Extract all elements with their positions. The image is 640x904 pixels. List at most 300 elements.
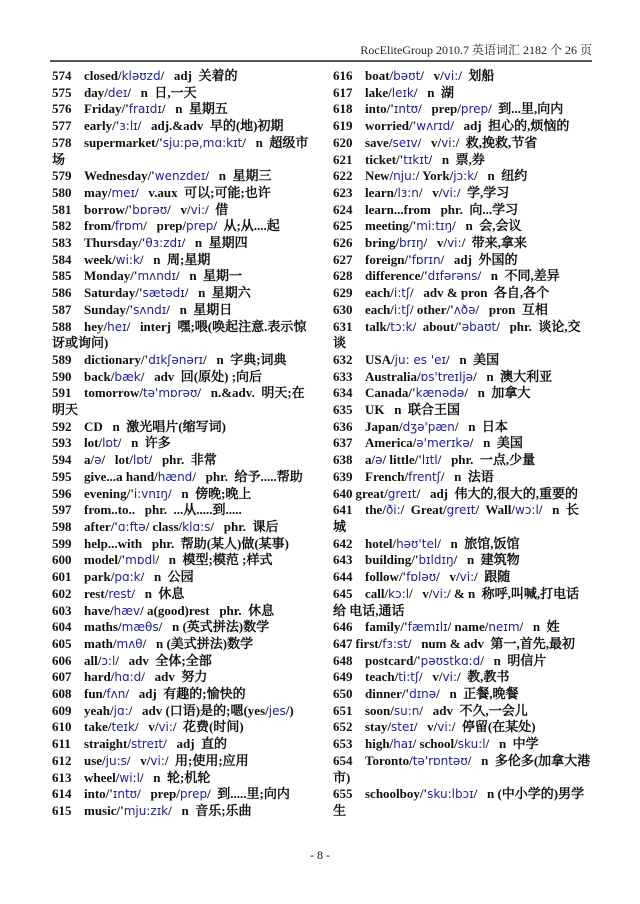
entry-text: family/' (365, 619, 408, 635)
entry-text: park/ (84, 569, 115, 585)
entry-text: all/ (84, 652, 102, 668)
vocab-entry (52, 135, 310, 168)
entry-text: / 停留(在某处) (451, 719, 536, 735)
vocab-entry (333, 586, 591, 619)
entry-text: / v.aux 可以;可能;也许 (134, 184, 271, 200)
entry-phonetic: fɒləʊ (406, 570, 437, 585)
vocab-entry (52, 285, 310, 302)
entry-number: 590 (52, 368, 72, 384)
vocab-entry (52, 736, 310, 753)
entry-phonetic: bæk (114, 369, 141, 384)
entry-phonetic: brɪŋ (398, 236, 424, 251)
entry-text: yeah/ (84, 702, 114, 718)
entry-text: / n 纽约 (474, 168, 528, 184)
entry-text: / class/ (145, 518, 183, 534)
vocab-entry (333, 469, 591, 486)
entry-number: 577 (52, 118, 72, 134)
entry-text: / n 音乐;乐曲 (168, 802, 252, 818)
vocab-entry (333, 369, 591, 386)
entry-text: early/' (84, 118, 120, 134)
entry-number: 640 (333, 485, 353, 501)
entry-text: bring/ (365, 235, 399, 251)
page-number: - 8 - (310, 848, 330, 862)
entry-phonetic: əbaʊt (461, 319, 497, 334)
entry-text: / about/' (412, 318, 462, 334)
entry-text: music/' (84, 802, 124, 818)
entry-text: closed/ (84, 68, 122, 83)
entry-phonetic: tɪkɪt (403, 152, 429, 167)
entry-number: 604 (52, 619, 72, 635)
entry-number: 593 (52, 435, 72, 451)
entry-text: postcard/' (365, 652, 421, 668)
entry-number: 619 (333, 118, 353, 134)
entry-phonetic: prep (460, 102, 489, 117)
entry-text: a/ (84, 452, 95, 468)
entry-number: 594 (52, 452, 72, 468)
entry-text: great/ (355, 485, 388, 501)
entry-phonetic: jɔ:k (453, 169, 475, 184)
entry-text: / interj 嘿;喂(唤起注意.表示惊讶或询问) (52, 318, 307, 351)
entry-number: 613 (52, 769, 72, 785)
vocab-entry (333, 736, 591, 753)
entry-number: 574 (52, 68, 72, 83)
entry-text: / n 星期三 (205, 168, 272, 184)
vocab-column-right (333, 68, 591, 820)
entry-text: / n 美国 (469, 435, 523, 451)
entry-number: 576 (52, 101, 72, 117)
entry-number: 580 (52, 184, 72, 200)
vocab-entry (333, 719, 591, 736)
entry-text: meeting/' (365, 218, 417, 234)
entry-phonetic: ju:s (105, 753, 127, 768)
entry-number: 653 (333, 736, 353, 752)
entry-text: Thursday/' (84, 235, 146, 251)
entry-text: give...a hand/ (84, 468, 158, 484)
entry-text: / v/ (420, 68, 444, 83)
vocab-entry (52, 770, 310, 787)
entry-text: boat/ (365, 68, 394, 83)
entry-number: 588 (52, 318, 72, 334)
entry-phonetic: dɪnə (409, 687, 437, 702)
entry-text: Canada/' (365, 385, 416, 401)
entry-text: tomorrow/ (84, 385, 143, 401)
entry-text: / 带来,拿来 (461, 235, 527, 251)
entry-phonetic: vi: (447, 236, 462, 251)
vocab-entry (333, 536, 591, 553)
vocab-entry (52, 168, 310, 185)
entry-text: Wednesday/' (84, 168, 155, 184)
entry-number: 623 (333, 184, 353, 200)
entry-text: hotel/ (365, 535, 397, 551)
entry-phonetic: mʌθ (116, 636, 143, 651)
entry-phonetic: sju:pə,mɑ:kɪt (162, 135, 243, 150)
entry-number: 575 (52, 84, 72, 100)
entry-text: / v/ (126, 752, 151, 768)
entry-phonetic: vi: (442, 185, 457, 200)
entry-phonetic: bɪldɪŋ (418, 553, 454, 568)
entry-phonetic: fɒrɪn (411, 252, 441, 267)
entry-text: math/ (84, 635, 117, 651)
entry-text: / adj 外国的 (440, 251, 518, 267)
entry-text: / phr. 课后 (210, 518, 279, 534)
entry-number: 601 (52, 569, 72, 585)
entry-text: / other/' (410, 301, 454, 317)
vocab-entry (333, 486, 591, 503)
entry-text: stay/ (365, 719, 391, 735)
vocab-entry (333, 85, 591, 102)
entry-text: / n (中小学的)男学生 (333, 786, 585, 818)
entry-text: rest/ (84, 585, 109, 601)
vocab-entry (333, 68, 591, 85)
entry-phonetic: jɑ: (113, 703, 129, 718)
entry-number: 591 (52, 385, 72, 401)
entry-text: use/ (84, 752, 106, 768)
entry-text: / n 星期一 (175, 268, 243, 284)
entry-phonetic: klɑ:s (182, 519, 211, 534)
entry-phonetic: fraɪdɪ (128, 102, 162, 117)
vocab-entry (52, 319, 310, 352)
entry-phonetic: ɜ:lɪ (119, 119, 138, 134)
entry-text: / n 星期四 (181, 235, 248, 251)
entry-text: / n 中学 (485, 736, 539, 752)
entry-text: each/ (365, 301, 394, 317)
entry-text: talk/ (365, 318, 391, 334)
entry-phonetic: ði: (385, 503, 401, 518)
entry-number: 649 (333, 669, 353, 685)
entry-text: Saturday/' (84, 285, 143, 301)
entry-phonetic: i:tʃ (393, 286, 411, 301)
entry-number: 596 (52, 485, 72, 501)
vocab-entry (333, 569, 591, 586)
entry-text: / phr. 给予.....帮助 (192, 468, 303, 484)
entry-phonetic: ʌðə (453, 302, 476, 317)
entry-text: / adv 努力 (141, 669, 208, 685)
entry-text: / adv 全体;全部 (115, 652, 212, 668)
vocab-entry (52, 603, 310, 620)
entry-phonetic: deɪ (107, 85, 128, 100)
entry-text: / n 加拿大 (464, 385, 531, 401)
entry-text: / adj 直的 (163, 736, 228, 752)
vocab-entry (333, 352, 591, 369)
vocab-entry (52, 302, 310, 319)
vocab-entry (52, 502, 310, 519)
entry-text: the/ (365, 502, 386, 518)
entry-text: / n 星期五 (161, 101, 228, 117)
entry-text: first/ (355, 635, 383, 651)
entry-text: America/ (365, 435, 417, 451)
entry-text: schoolboy/' (365, 786, 428, 802)
vocab-entry (52, 552, 310, 569)
entry-text: hey/ (84, 318, 108, 334)
entry-phonetic: bəʊt (393, 69, 421, 83)
entry-text: / 花费(时间) (172, 719, 244, 735)
entry-text: ticket/' (365, 151, 404, 167)
entry-text: take/ (84, 719, 112, 735)
entry-text: / 教,教书 (457, 669, 510, 685)
vocab-entry (333, 185, 591, 202)
entry-phonetic: tə'rɒntəʊ (412, 753, 468, 768)
entry-text: / adv (口语)是的;嗯(yes/ (128, 702, 269, 718)
entry-text: / n 明信片 (480, 652, 547, 668)
entry-text: /) (285, 702, 294, 718)
vocab-entry (333, 118, 591, 135)
entry-number: 636 (333, 418, 353, 434)
entry-number: 607 (52, 669, 72, 685)
entry-text: / 跟随 (474, 569, 511, 585)
vocab-entry (52, 202, 310, 219)
entry-text: CD n 激光唱片(缩写词) (84, 418, 226, 434)
entry-phonetic: hænd (157, 469, 193, 484)
entry-phonetic: meɪ (111, 185, 135, 200)
entry-text: each/ (365, 285, 394, 301)
vocab-entry (333, 285, 591, 302)
entry-phonetic: dʒə'pæn (402, 419, 455, 434)
entry-phonetic: ti:tʃ (398, 670, 420, 685)
vocab-entry (52, 619, 310, 636)
vocab-entry (333, 435, 591, 452)
entry-text: / n 不同,差异 (477, 268, 560, 284)
entry-text: / n 日本 (454, 418, 508, 434)
entry-text: from/ (84, 218, 115, 234)
entry-phonetic: θɜ:zdɪ (145, 236, 182, 251)
entry-phonetic: sʌndɪ (133, 302, 167, 317)
entry-number: 626 (333, 235, 353, 251)
entry-text: / n 模型;模范 ;样式 (155, 552, 273, 568)
entry-number: 599 (52, 535, 72, 551)
vocab-entry (52, 636, 310, 653)
entry-phonetic: dɪfərəns (427, 269, 478, 284)
entry-text: lot/ (84, 435, 103, 451)
entry-text: / 学,学习 (456, 184, 510, 200)
entry-number: 611 (52, 736, 71, 752)
entry-text: / 用;使用;应用 (164, 752, 249, 768)
entry-text: / n 星期日 (166, 301, 233, 317)
entry-text: foreign/' (365, 251, 412, 267)
entry-text: / v/ (134, 719, 159, 735)
entry-number: 645 (333, 585, 353, 601)
vocab-entry (52, 268, 310, 285)
entry-text: / adv & pron 各自,各个 (410, 285, 550, 301)
entry-phonetic: mʌndɪ (137, 269, 176, 284)
entry-text: / n 日,一天 (127, 84, 197, 100)
entry-number: 610 (52, 719, 72, 735)
entry-text: / n 湖 (413, 84, 454, 100)
entry-text: / n 周;星期 (139, 251, 211, 267)
entry-phonetic: sku:l (457, 737, 486, 752)
entry-phonetic: wi:l (119, 770, 140, 785)
entry-phonetic: vi: (459, 570, 475, 585)
vocab-entry (52, 252, 310, 269)
vocab-entry (333, 268, 591, 285)
entry-number: 630 (333, 301, 353, 317)
vocab-entry (333, 653, 591, 670)
entry-phonetic: pəʊstkɑ:d (420, 653, 481, 668)
vocab-entry (52, 486, 310, 503)
entry-phonetic: su:n (393, 703, 420, 718)
entry-phonetic: teɪk (111, 720, 135, 735)
entry-text: lake/ (365, 84, 392, 100)
entry-number: 647 (333, 635, 353, 651)
entry-text: Friday/' (84, 101, 129, 117)
entry-text: / n 公园 (140, 569, 194, 585)
entry-phonetic: nju: (393, 169, 416, 184)
entry-text: fun/ (84, 686, 107, 702)
entry-phonetic: həʊ'tel (396, 536, 438, 551)
vocab-entry (333, 235, 591, 252)
entry-phonetic: prep (186, 219, 214, 234)
entry-number: 628 (333, 268, 353, 284)
entry-text: / adv 回(原处) ;向后 (140, 368, 263, 384)
vocab-entry (333, 402, 591, 419)
entry-text: New/ (365, 168, 394, 184)
entry-number: 620 (333, 134, 353, 150)
entry-text: / school/ (412, 736, 458, 752)
vocab-entry (52, 101, 310, 118)
vocab-entry (52, 703, 310, 720)
entry-phonetic: ə (375, 453, 383, 468)
entry-text: high/ (365, 736, 394, 752)
entry-text: building/' (365, 552, 419, 568)
entry-number: 587 (52, 301, 72, 317)
entry-phonetic: ju: es 'eɪ (394, 352, 447, 367)
entry-text: Toronto/ (365, 752, 413, 768)
entry-number: 627 (333, 251, 353, 267)
vocab-column-left (52, 68, 310, 820)
entry-number: 629 (333, 285, 353, 301)
entry-number: 643 (333, 552, 353, 568)
entry-text: hard/ (84, 669, 115, 685)
entry-phonetic: fʌn (106, 687, 126, 702)
entry-text: / pron 互相 (475, 301, 548, 317)
entry-phonetic: ɔ:l (101, 653, 116, 668)
entry-text: Monday/' (84, 268, 138, 284)
vocab-entry (52, 68, 310, 85)
vocab-entry (52, 469, 310, 486)
entry-number: 637 (333, 435, 353, 451)
entry-phonetic: streɪt (130, 737, 164, 752)
entry-text: wheel/ (84, 769, 120, 785)
entry-number: 624 (333, 201, 353, 217)
entry-text: a/ (365, 452, 376, 468)
entry-text: / adj.&adv 早的(地)初期 (137, 118, 284, 134)
entry-text: / n 建筑物 (453, 552, 520, 568)
vocab-entry (333, 319, 591, 352)
entry-text: from..to.. phr. ...从.....到..... (84, 502, 242, 518)
entry-text: / adj 有趣的;愉快的 (125, 686, 246, 702)
entry-text: / n 会,会议 (452, 218, 522, 234)
entry-phonetic: vi: (190, 202, 206, 217)
entry-number: 642 (333, 535, 353, 551)
entry-text: help...with phr. 帮助(某人)做(某事) (84, 535, 290, 551)
entry-phonetic: wenzdeɪ (154, 169, 206, 184)
entry-number: 639 (333, 468, 353, 484)
entry-number: 618 (333, 101, 353, 117)
entry-text: worried/' (365, 118, 417, 134)
entry-text: / 借 (205, 201, 229, 217)
entry-phonetic: frɒm (114, 219, 144, 234)
entry-text: / phr. 非常 (148, 452, 217, 468)
entry-text: day/ (84, 84, 108, 100)
entry-phonetic: frentʃ (408, 469, 441, 484)
entry-text: / Great/ (400, 502, 447, 518)
entry-number: 602 (52, 585, 72, 601)
entry-text: / prep/ (418, 101, 461, 117)
entry-phonetic: bɒrəʊ (132, 202, 168, 217)
entry-text: back/ (84, 368, 115, 384)
entry-text: / prep/ (137, 786, 180, 802)
entry-text: / a(good)rest phr. 休息 (140, 602, 275, 618)
entry-phonetic: leɪk (391, 85, 414, 100)
entry-text: Australia/ (365, 368, 421, 384)
vocab-entry (52, 786, 310, 803)
entry-text: dictionary/' (84, 351, 149, 367)
vocab-entry (52, 519, 310, 536)
entry-phonetic: prep (179, 787, 208, 802)
entry-text: / v/ (167, 201, 191, 217)
entry-phonetic: mju:zɪk (123, 803, 169, 818)
vocab-entry (333, 786, 591, 819)
entry-number: 581 (52, 201, 72, 217)
entry-text: / num & adv 第一,首先,最初 (407, 635, 576, 651)
entry-text: / 到.....里;向内 (207, 786, 290, 802)
entry-text: USA/ (365, 351, 395, 367)
entry-number: 621 (333, 151, 353, 167)
entry-number: 579 (52, 168, 72, 184)
entry-text: / adv 不久,一会儿 (419, 702, 528, 718)
entry-text: / n 长城 (333, 502, 579, 534)
entry-phonetic: vi: (443, 69, 459, 83)
vocab-entry (52, 536, 310, 553)
entry-text: Sunday/' (84, 301, 134, 317)
entry-number: 598 (52, 518, 72, 534)
entry-text: / n 字典;词典 (203, 351, 287, 367)
entry-text: UK n 联合王国 (365, 402, 460, 418)
entry-phonetic: greɪt (446, 503, 476, 518)
vocab-entry (333, 152, 591, 169)
entry-number: 654 (333, 752, 353, 768)
entry-text: straight/ (84, 736, 131, 752)
entry-text: difference/' (365, 268, 428, 284)
entry-phonetic: hæv (113, 603, 141, 618)
entry-text: / n 姓 (519, 619, 560, 635)
vocab-entry (333, 669, 591, 686)
entry-text: / 救,挽救,节省 (455, 134, 538, 150)
entry-text: / & n 称呼,叫喊,打电话给 电话,通话 (333, 585, 580, 618)
entry-number: 651 (333, 702, 353, 718)
entry-text: / phr. 一点,少量 (437, 452, 536, 468)
vocab-entry (333, 636, 591, 653)
entry-phonetic: fɜ:st (382, 636, 408, 651)
entry-phonetic: ə (94, 453, 102, 468)
vocab-entry (52, 452, 310, 469)
entry-phonetic: tə'mɒrəʊ (142, 386, 198, 401)
entry-text: / phr. 谈论,交谈 (333, 318, 581, 351)
entry-number: 603 (52, 602, 72, 618)
entry-text: / n.&adv. 明天;在明天 (52, 385, 305, 418)
entry-phonetic: i:tʃ (393, 302, 411, 317)
entry-number: 585 (52, 268, 72, 284)
entry-phonetic: haɪ (393, 737, 413, 752)
entry-number: 648 (333, 652, 353, 668)
entry-phonetic: steɪ (391, 720, 414, 735)
entry-text: week/ (84, 251, 116, 267)
vocab-entry (52, 569, 310, 586)
entry-text: / n 休息 (131, 585, 185, 601)
vocab-entry (52, 235, 310, 252)
vocab-entry (52, 419, 310, 436)
entry-text: call/ (365, 585, 389, 601)
entry-text: model/' (84, 552, 126, 568)
